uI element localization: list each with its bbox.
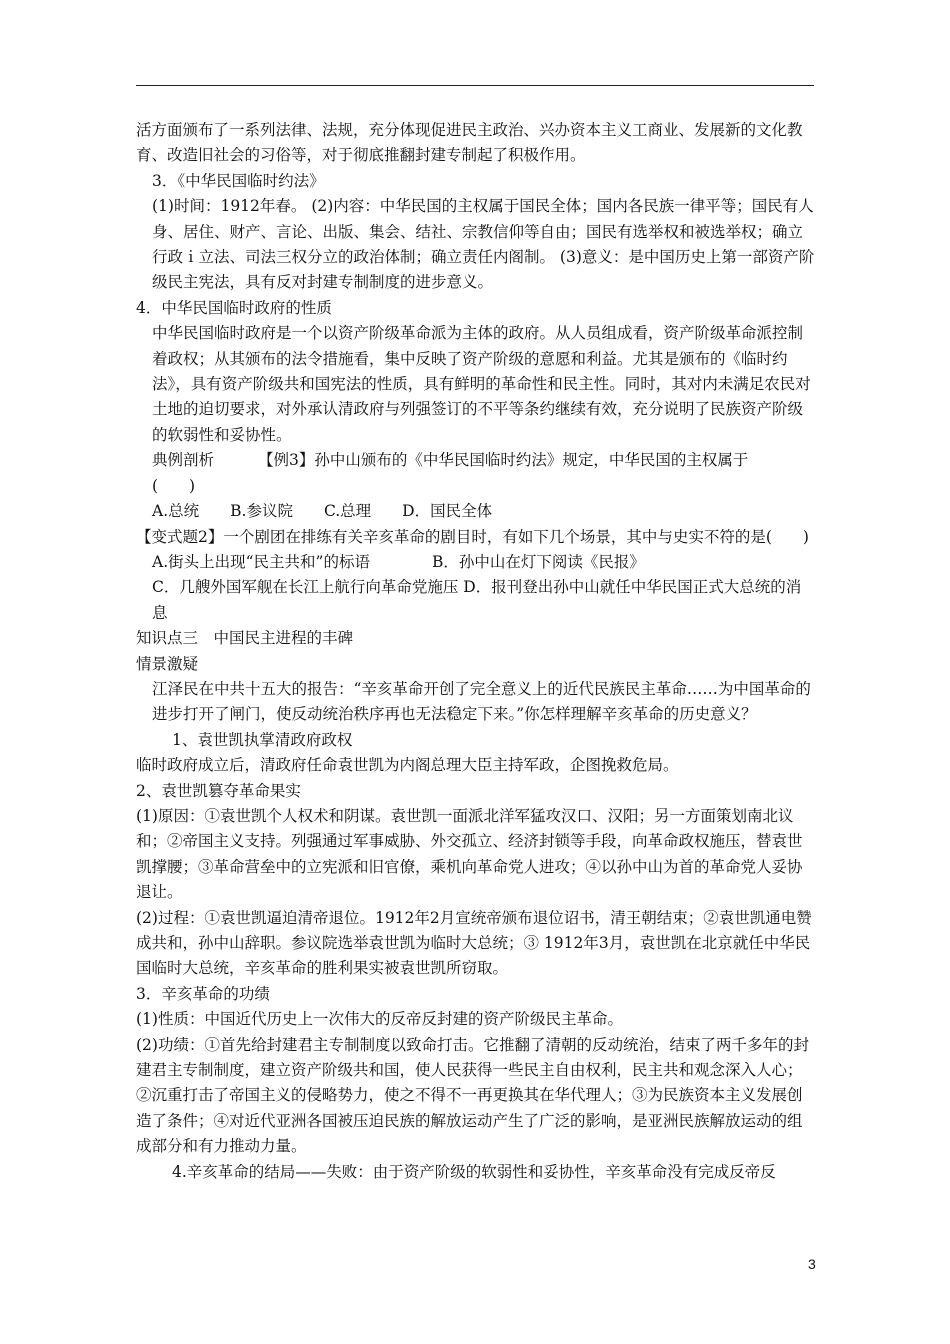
example-3-options: A.总统 B.参议院 C.总理 D．国民全体 (152, 502, 493, 521)
paragraph-revolution-outcome: 4.辛亥革命的结局——失败：由于资产阶级的软弱性和妥协性，辛亥革命没有完成反帝反 (172, 1162, 776, 1181)
paragraph-revolution-nature: (1)性质：中国近代历史上一次伟大的反帝反封建的资产阶级民主革命。 (136, 1010, 623, 1029)
variant-question-2: 【变式题2】一个剧团在排练有关辛亥革命的剧目时，有如下几个场景，其中与史实不符的是( ) (136, 527, 809, 546)
paragraph-jiang-quote: 江泽民在中共十五大的报告：“辛亥革命开创了完全意义上的近代民族民主革命……为中国革命的进步打开了闸门，使反动统治秩序再也无法稳定下来。”你怎样理解辛亥革命的历史意义？ (152, 679, 811, 724)
header-rule (136, 85, 814, 86)
example-question (136, 448, 816, 499)
heading-knowledge-point-3: 知识点三 中国民主进程的丰碑 (136, 629, 354, 648)
heading-government-nature: 4．中华民国临时政府的性质 (136, 298, 332, 317)
paragraph-constitution-details: (1)时间：1912年春。 (2)内容：中华民国的主权属于国民全体；国内各民族一律平等；国民有人身、居住、财产、言论、出版、集会、结社、宗教信仰等自由；国民有选举权和被选举权；确立行政ｉ立法、司法三权分立的政治体制；确立责任内阁制。 (3)意义：是中国历史上第一部资产阶级民主宪法，具有反对封建专制制度的进步意义。 (152, 197, 815, 292)
variant-options-cd: C．几艘外国军舰在长江上航行向革命党施压 D．报刊登出孙中山就任中华民国正式大总统的消息 (152, 578, 802, 622)
label-typical-example: 典例剖析 (152, 451, 215, 470)
heading-revolution-achievements: 3．辛亥革命的功绩 (136, 984, 270, 1003)
page-number: 3 (808, 1256, 816, 1272)
paragraph-yuan-power: 临时政府成立后，清政府任命袁世凯为内阁总理大臣主持军政，企图挽救危局。 (136, 756, 679, 775)
paragraph-revolution-achievements: (2)功绩：①首先给封建君主专制制度以致命打击。它推翻了清朝的反动统治，结束了两千多年的封建君主专制制度，建立资产阶级共和国，使人民获得一些民主自由权利，民主共和观念深入人心；②沉重打击了帝国主义的侵略势力，使之不得不一再更换其在华代理人；③为民族资本主义发展创造了条件；④对近代亚洲各国被压迫民族的解放运动产生了广泛的影响，是亚洲民族解放运动的组成部分和有力推动力量。 (136, 1035, 809, 1156)
heading-yuan-power: 1、袁世凯执掌清政府政权 (172, 730, 353, 749)
heading-yuan-usurp: 2、袁世凯篡夺革命果实 (136, 781, 301, 800)
paragraph-usurp-causes: (1)原因：①袁世凯个人权术和阴谋。袁世凯一面派北洋军猛攻汉口、汉阳；另一方面策划南北议和；②帝国主义支持。列强通过军事威胁、外交孤立、经济封锁等手段，向革命政权施压，替袁世凯撑腰；③革命营垒中的立宪派和旧官僚，乘机向革命党人进攻；④以孙中山为首的革命党人妥协退让。 (136, 806, 803, 902)
paragraph-continuation: 活方面颁布了一系列法律、法规，充分体现促进民主政治、兴办资本主义工商业、发展新的文化教育、改造旧社会的习俗等，对于彻底推翻封建专制起了积极作用。 (136, 121, 803, 165)
document-body (136, 118, 816, 1185)
paragraph-usurp-process: (2)过程：①袁世凯逼迫清帝退位。1912年2月宣统帝颁布退位诏书，清王朝结束；②袁世凯通电赞成共和，孙中山辞职。参议院选举袁世凯为临时大总统；③ 1912年3月，袁世凯在北京就任中华民国临时大总统，辛亥革命的胜利果实被袁世凯所窃取。 (136, 908, 812, 978)
paragraph-government-nature: 中华民国临时政府是一个以资产阶级革命派为主体的政府。从人员组成看，资产阶级革命派控制着政权；从其颁布的法令措施看，集中反映了资产阶级的意愿和利益。尤其是颁布的《临时约法》，具有资产阶级共和国宪法的性质，具有鲜明的革命性和民主性。同时，其对内未满足农民对土地的迫切要求，对外承认清政府与列强签订的不平等条约继续有效，充分说明了民族资产阶级的软弱性和妥协性。 (152, 324, 811, 444)
heading-provisional-constitution: 3．《中华民国临时约法》 (152, 171, 325, 190)
example-3-text: 【例3】孙中山颁布的《中华民国临时约法》规定，中华民国的主权属于 ( ) (152, 451, 780, 495)
variant-options-ab: A.街头上出现“民主共和”的标语 B．孙中山在灯下阅读《民报》 (152, 552, 645, 571)
label-scenario: 情景激疑 (136, 654, 199, 673)
